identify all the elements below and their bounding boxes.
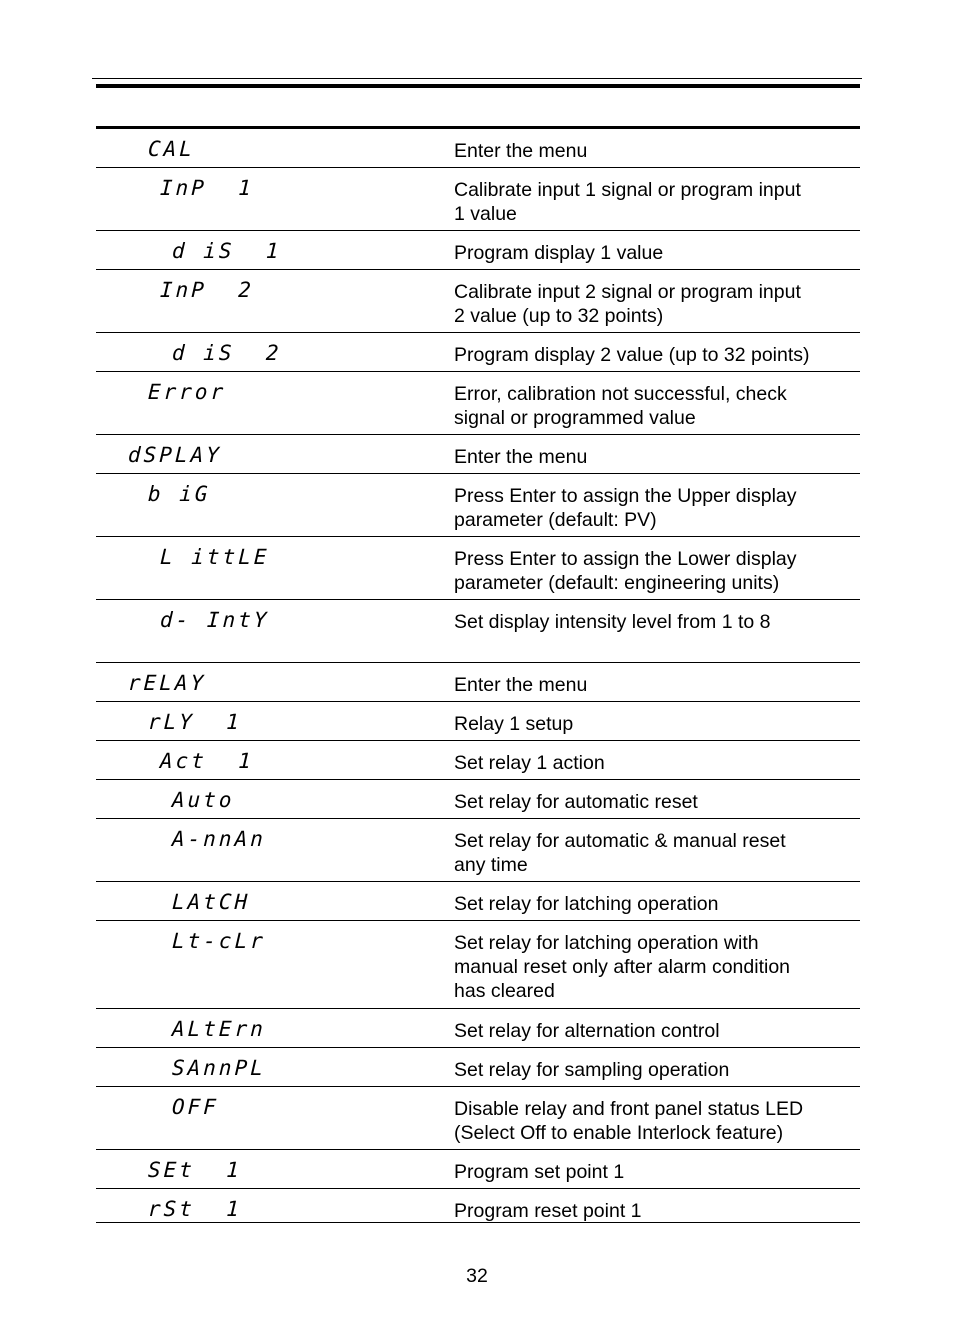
- display-code: InP 2: [159, 278, 255, 302]
- page-number: 32: [466, 1265, 488, 1287]
- display-code: d- IntY: [159, 608, 270, 632]
- table-row: [96, 741, 860, 780]
- table-row: [96, 921, 860, 1009]
- table-row: [96, 270, 860, 333]
- row-description: Enter the menu: [454, 674, 588, 696]
- row-description: Program set point 1: [454, 1161, 625, 1183]
- display-code: Error: [147, 380, 227, 404]
- table-row: [96, 231, 860, 270]
- display-code: Act 1: [159, 749, 255, 773]
- table-row: [96, 129, 860, 168]
- row-description: Enter the menu: [454, 446, 588, 468]
- row-description: Press Enter to assign the Lower display parameter (default: engineering units): [454, 548, 797, 594]
- row-description: Set relay for latching operation with manual reset only after alarm condition has cleared: [454, 932, 791, 1002]
- row-description: Set relay for sampling operation: [454, 1059, 730, 1081]
- display-code: b iG: [147, 482, 211, 506]
- table-row: [96, 168, 860, 231]
- table-row: [96, 474, 860, 537]
- display-code: SAnnPL: [171, 1056, 267, 1080]
- table-row: [96, 1048, 860, 1087]
- display-code: ALtErn: [171, 1017, 267, 1041]
- table-row: [96, 882, 860, 921]
- display-code: Lt-cLr: [171, 929, 267, 953]
- table-row: [96, 1009, 860, 1048]
- row-description: Enter the menu: [454, 140, 588, 162]
- display-code: A-nnAn: [171, 827, 267, 851]
- display-code: d iS 2: [171, 341, 282, 365]
- row-description: Press Enter to assign the Upper display parameter (default: PV): [454, 485, 797, 531]
- row-description: Set relay 1 action: [454, 752, 605, 774]
- display-code: L ittLE: [159, 545, 270, 569]
- display-code: InP 1: [159, 176, 255, 200]
- table-row: [96, 333, 860, 372]
- table-row: [96, 1189, 860, 1223]
- table-row: [96, 663, 860, 702]
- display-code: rELAY: [127, 671, 207, 695]
- display-code: dSPLAY: [127, 443, 223, 467]
- display-code: Auto: [171, 788, 235, 812]
- table-row: [96, 600, 860, 663]
- row-description: Set relay for automatic & manual reset any time: [454, 830, 786, 876]
- header-thick-rule: [96, 84, 860, 88]
- row-description: Set relay for alternation control: [454, 1020, 720, 1042]
- row-description: Relay 1 setup: [454, 713, 574, 735]
- row-description: Program display 2 value (up to 32 points): [454, 344, 810, 366]
- table-row: [96, 1150, 860, 1189]
- table-row: [96, 372, 860, 435]
- display-code: LAtCH: [171, 890, 251, 914]
- display-code: rSt 1: [147, 1197, 243, 1221]
- header-thin-rule: [92, 78, 862, 79]
- table-row: [96, 537, 860, 600]
- row-description: Program reset point 1: [454, 1200, 642, 1222]
- row-description: Set relay for latching operation: [454, 893, 719, 915]
- row-description: Calibrate input 1 signal or program input 1 value: [454, 179, 801, 225]
- row-description: Set relay for automatic reset: [454, 791, 698, 813]
- table-row: [96, 702, 860, 741]
- row-description: Set display intensity level from 1 to 8: [454, 611, 771, 633]
- display-code: SEt 1: [147, 1158, 243, 1182]
- display-code: OFF: [171, 1095, 220, 1119]
- row-description: Calibrate input 2 signal or program input 2 value (up to 32 points): [454, 281, 801, 327]
- display-code: CAL: [147, 137, 196, 161]
- menu-table: [96, 126, 860, 1223]
- table-row: [96, 819, 860, 882]
- row-description: Error, calibration not successful, check signal or programmed value: [454, 383, 787, 429]
- table-row: [96, 1087, 860, 1150]
- row-description: Disable relay and front panel status LED (Select Off to enable Interlock feature): [454, 1098, 804, 1144]
- display-code: d iS 1: [171, 239, 282, 263]
- display-code: rLY 1: [147, 710, 243, 734]
- table-row: [96, 435, 860, 474]
- table-row: [96, 780, 860, 819]
- row-description: Program display 1 value: [454, 242, 664, 264]
